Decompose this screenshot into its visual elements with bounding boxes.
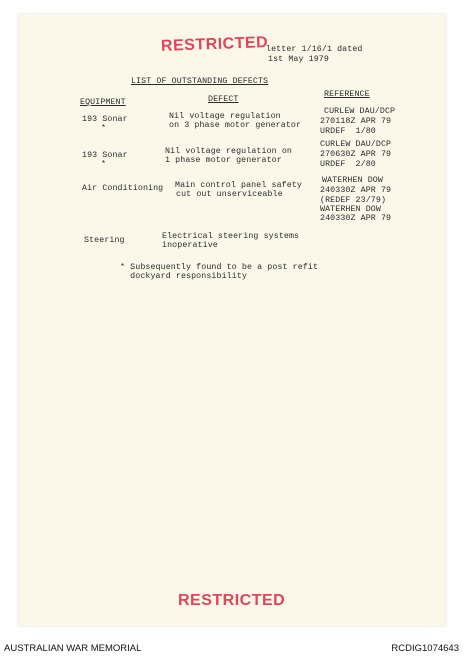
- footnote-line1: * Subsequently found to be a post refit: [120, 263, 319, 272]
- letter-reference: letter 1/16/1 dated: [266, 45, 363, 54]
- row2-equipment-mark: *: [101, 160, 107, 169]
- row1-reference-line2: 270118Z APR 79: [320, 117, 392, 126]
- footer-catalogue-id: RCDIG1074643: [391, 643, 459, 654]
- row2-defect-line2: 1 phase motor generator: [165, 156, 282, 165]
- header-equipment: EQUIPMENT: [80, 98, 126, 107]
- row1-equipment: 193 Sonar: [82, 115, 128, 124]
- row4-defect-line2: inoperative: [162, 241, 218, 250]
- row2-defect-line1: Nil voltage regulation on: [165, 147, 292, 156]
- footnote-line2: dockyard responsibility: [120, 272, 247, 281]
- header-defect: DEFECT: [208, 95, 239, 104]
- footer-archive-name: AUSTRALIAN WAR MEMORIAL: [4, 643, 142, 654]
- row4-equipment: Steering: [84, 236, 125, 245]
- header-reference: REFERENCE: [324, 90, 370, 99]
- row1-reference-line1: CURLEW DAU/DCP: [324, 107, 396, 116]
- restricted-stamp-bottom: RESTRICTED: [178, 592, 286, 609]
- restricted-stamp-top: RESTRICTED: [160, 34, 269, 55]
- row3-defect-line2: cut out unserviceable: [176, 190, 283, 199]
- row2-reference-line1: CURLEW DAU/DCP: [320, 140, 392, 149]
- row2-reference-line2: 270630Z APR 79: [320, 150, 392, 159]
- row3-reference-line1: WATERHEN DOW: [322, 176, 383, 185]
- row3-reference-line2: 240330Z APR 79: [320, 186, 392, 195]
- row1-defect-line1: Nil voltage regulation: [169, 112, 281, 121]
- letter-date: 1st May 1979: [268, 55, 329, 64]
- row3-equipment: Air Conditioning: [82, 184, 164, 193]
- row2-reference-line3: URDEF 2/80: [320, 160, 376, 169]
- row1-defect-line2: on 3 phase motor generator: [169, 121, 302, 130]
- row1-equipment-mark: *: [101, 124, 107, 133]
- document-page: [18, 14, 446, 626]
- row3-reference-line5: 240330Z APR 79: [320, 214, 392, 223]
- document-title: LIST OF OUTSTANDING DEFECTS: [131, 77, 269, 86]
- row2-equipment: 193 Sonar: [82, 151, 128, 160]
- row3-reference-line3: (REDEF 23/79): [320, 196, 387, 205]
- row3-reference-line4: WATERHEN DOW: [320, 205, 381, 214]
- row4-defect-line1: Electrical steering systems: [162, 232, 300, 241]
- row3-defect-line1: Main control panel safety: [175, 181, 302, 190]
- row1-reference-line3: URDEF 1/80: [320, 127, 376, 136]
